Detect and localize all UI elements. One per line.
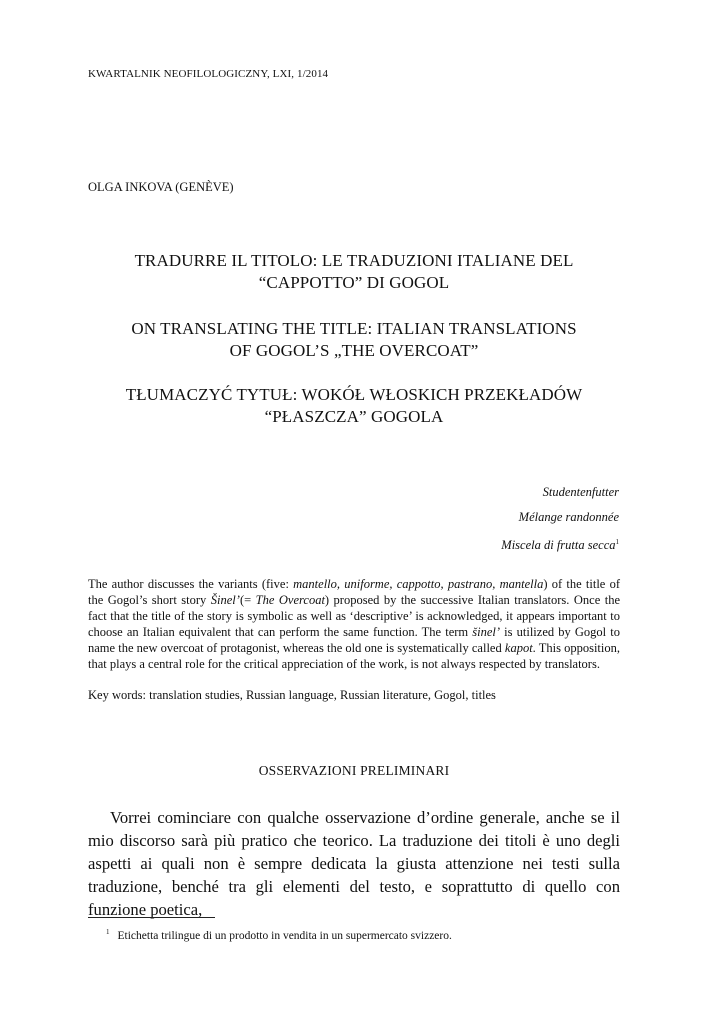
title-english-line-1: ON TRANSLATING THE TITLE: ITALIAN TRANSLATIONS [131,319,577,338]
epigraph-line-2: Mélange randonnée [518,510,619,524]
title-polish [88,384,620,428]
epigraph-line-1: Studentenfutter [542,485,619,499]
abstract-story-title: Šinel’ [210,593,240,607]
title-italian-line-1: TRADURRE IL TITOLO: LE TRADUZIONI ITALIANE DEL [134,251,574,270]
epigraph [501,480,619,558]
abstract-text: . This opposition, that plays a central role for the critical appreciation of the work, is not always respected by translators. [88,641,621,671]
abstract-text: (= [239,593,256,607]
footnote [106,928,452,942]
abstract-term: šinel’ [472,625,501,639]
author-line: OLGA INKOVA (GENÈVE) [88,180,234,194]
footnote-divider [88,917,215,918]
title-polish-line-2: “PŁASZCZA” GOGOLA [264,407,444,426]
abstract-text: ) proposed by the successive Italian translators. Once the fact that the title of the story is symbolic as well as ‘descriptive’ is acknowledged, it appears important to choose an Italian equivalent that can perform the same function. The term [88,593,621,639]
epigraph-line-3 [501,530,619,558]
abstract-paragraph [88,576,620,672]
abstract-variants: mantello, uniforme, cappotto, pastrano, mantella [293,577,544,591]
abstract-kapot: kapot [504,641,533,655]
abstract-text: The author discusses the variants (five: [88,577,294,591]
abstract [88,576,620,672]
abstract-text: ) of the title of the Gogol’s short story [88,577,620,607]
running-head: KWARTALNIK NEOFILOLOGICZNY, LXI, 1/2014 [88,68,329,80]
title-italian-line-2: “CAPPOTTO” DI GOGOL [258,273,450,292]
section-heading: OSSERVAZIONI PRELIMINARI [258,763,450,778]
footnote-number: 1 [106,928,110,936]
keywords: Key words: translation studies, Russian language, Russian literature, Gogol, titles [88,688,496,702]
footnote-text: Etichetta trilingue di un prodotto in vendita in un supermercato svizzero. [117,929,452,942]
epigraph-line-3-text: Miscela di frutta secca [501,538,616,553]
title-italian [88,250,620,294]
abstract-overcoat-title: The Overcoat [255,593,325,607]
body-paragraph: Vorrei cominciare con qualche osservazione d’ordine generale, anche se il mio discorso sarà più pratico che teorico. La traduzione dei titoli è uno degli aspetti ai quali non è sempre dedicata la giusta attenzione nei testi sulla traduzione, benché tra gli elementi del testo, e soprattutto di quello con funzione poetica, [88,808,620,919]
title-english-line-2: OF GOGOL’S „THE OVERCOAT” [229,341,479,360]
title-polish-line-1: TŁUMACZYĆ TYTUŁ: WOKÓŁ WŁOSKICH PRZEKŁADÓW [125,385,583,404]
title-english [88,318,620,362]
footnote-reference[interactable]: 1 [615,538,619,546]
abstract-text: is utilized by Gogol to name the new overcoat of protagonist, whereas the old one is systematically called [88,625,620,655]
